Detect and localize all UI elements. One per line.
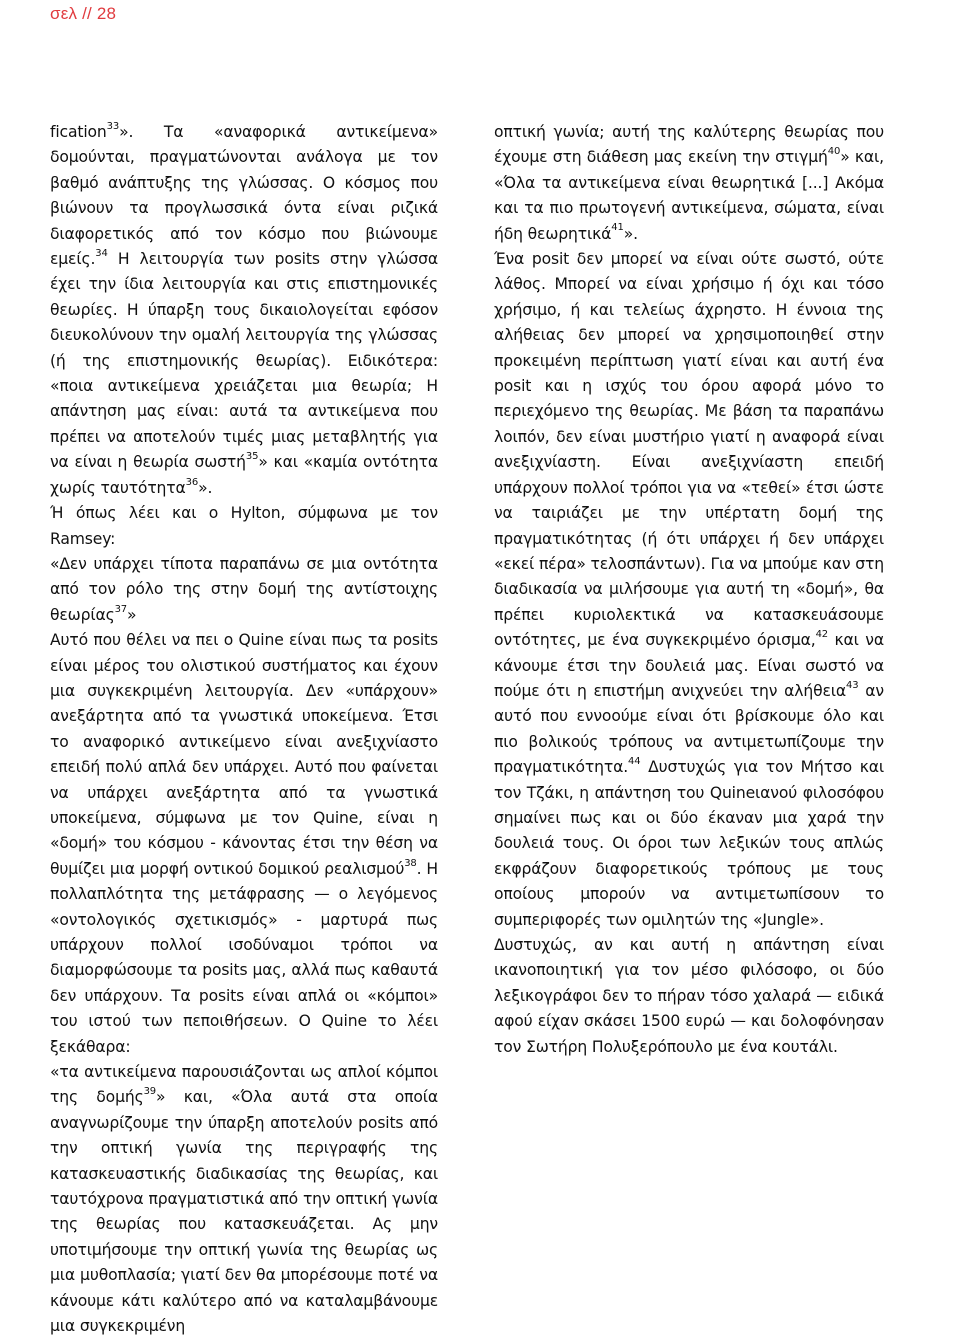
footnote-ref-34: 34: [95, 247, 108, 259]
footnote-ref-40: 40: [827, 146, 841, 158]
text-run: ».: [623, 224, 638, 243]
paragraph-hylton: Ή όπως λέει και ο Hylton, σύμφωνα με τον Ramsey:: [50, 504, 438, 548]
text-run: ». Τα «αναφορικά αντικείμενα» δομούνται, πραγματώνονται ανάλογα με τον βαθμό ανάπτυξης της γλώσσας. Ο κόσμος που βιώνουν τα προγλωσσικά όντα είναι ριζικά διαφορετικός από τον κόσμο που βιώνουμε εμείς.: [50, 123, 438, 269]
left-text-column: [50, 120, 438, 1340]
text-run: οπτική γωνία; αυτή της καλύτερης θεωρίας που έχουμε στη διάθεση μας εκείνη την στιγμή: [494, 123, 884, 167]
text-run: ».: [198, 478, 213, 497]
text-run: . Η πολλαπλότητα της μετάφρασης — ο λεγόμενος «οντολογικός σχετικισμός» - μαρτυρά πως υπάρχουν πολλοί ισοδύναμοι τρόποι να διαμορφώσουμε τα posits μας, αλλά πως καθαυτά δεν υπάρχουν. Τα posits είναι απλά οι «κόμποι» του ιστού των πεποιθήσεων. Ο Quine το λέει ξεκάθαρα:: [50, 859, 438, 1056]
text-run: «τα αντικείμενα παρουσιάζονται ως απλοί κόμποι της δομής: [50, 1063, 438, 1107]
text-run: »: [127, 605, 137, 624]
right-text-column: [494, 120, 884, 1060]
paragraph-quote-knots: [50, 1060, 438, 1339]
footnote-ref-33: 33: [106, 120, 120, 132]
page-number-label: σελ // 28: [50, 4, 117, 23]
footnote-ref-39: 39: [143, 1086, 157, 1098]
paragraph-posit-truth: [494, 247, 884, 933]
footnote-ref-41: 41: [611, 222, 624, 234]
paragraph-quote-continued: [494, 120, 884, 247]
paragraph-posits-function: [50, 120, 438, 501]
footnote-ref-42: 42: [815, 628, 828, 640]
footnote-ref-37: 37: [114, 603, 128, 615]
footnote-ref-44: 44: [628, 755, 641, 767]
text-run: «Δεν υπάρχει τίποτα παραπάνω σε μια οντότητα από τον ρόλο της στην δομή της αντίστοιχης θεωρίας: [50, 554, 438, 624]
text-run: Ένα posit δεν μπορεί να είναι ούτε σωστό, ούτε λάθος. Μπορεί να είναι χρήσιμο ή όχι και τόσο χρήσιμο, ή και τελείως άχρηστο. Η έννοια της αλήθειας δεν μπορεί να χρησιμοποιηθεί στην προκειμένη περίπτωση γιατί είναι και αυτή ένα posit και η ισχύς του όρου αφορά μόνο το περιεχόμενο της θεωρίας. Με βάση τα παραπάνω λοιπόν, δεν είναι μυστήριο γιατί η αναφορά είναι ανεξιχνίαστη. Είναι ανεξιχνίαστη επειδή υπάρχουν πολλοί τρόποι για να «τεθεί» έτσι ώστε να ταιριάζει με την υπέρτατη δομή της πραγματικότητας (ή ότι υπάρχει ή δεν υπάρχει «εκεί πέρα» τελοσπάντων). Για να μπούμε καν στη διαδικασία να μιλήσουμε για αυτή τη «δομή», θα πρέπει κυριολεκτικά να κατασκευάσουμε οντότητες, με ένα συγκεκριμένο όρισμα,: [494, 250, 884, 650]
text-run: αν αυτό που εννοούμε είναι ότι βρίσκουμε όλο και πιο βολικούς τρόπους να αντιμετωπίζουμε την πραγματικότητα.: [494, 681, 884, 777]
paragraph-quote-ramsey: [50, 552, 438, 628]
footnote-ref-38: 38: [404, 857, 417, 869]
paragraph-quine-structure: [50, 628, 438, 1060]
footnote-ref-35: 35: [245, 451, 259, 463]
text-run: Αυτό που θέλει να πει ο Quine είναι πως τα posits είναι μέρος του ολιστικού συστήματος και έχουν μια συγκεκριμένη λειτουργία. Δεν «υπάρχουν» ανεξάρτητα από τα γνωστικά υποκείμενα. Έτσι το αναφορικό αντικείμενο είναι ανεξιχνίαστο επειδή πολύ απλά δεν υπάρχει. Αυτό που φαίνεται να υπάρχει ανεξάρτητα από τα γνωστικά υποκείμενα, σύμφωνα με τον Quine, είναι η «δομή» του κόσμου - κάνοντας έτσι την θέση να θυμίζει μια μορφή οντικού δομικού ρεαλισμού: [50, 631, 438, 878]
footnote-ref-43: 43: [846, 679, 859, 691]
footnote-ref-36: 36: [185, 476, 199, 488]
text-run: Δυστυχώς για τον Μήτσο και τον Τζάκι, η απάντηση του Quineιανού φιλοσόφου σημαίνει πως και οι δύο έκαναν μια χαρά την δουλειά τους. Οι όροι των λεξικών τους απλώς εκφράζουν διαφορετικούς τρόπους με τους οποίους μπορούν να αντιμετωπίσουν το συμπεριφορές των ομιλητών της «Jungle».: [494, 758, 884, 929]
text-run: και να κάνουμε έτσι την δουλειά μας. Είναι σωστό να πούμε ότι η επιστήμη ανιχνεύει την αλήθεια: [494, 631, 885, 700]
text-run: » και, «Όλα τα αντικείμενα είναι θεωρητικά [...] Ακόμα και τα πιο πρωτογενή αντικείμενα, σώματα, είναι ήδη θεωρητικά: [494, 148, 884, 243]
text-run: » και, «Όλα αυτά στα οποία αναγνωρίζουμε την ύπαρξη αποτελούν posits από την οπτική γωνία της περιγραφής της κατασκευαστικής διαδικασίας της θεωρίας, και ταυτόχρονα πραγματιστικά από την οπτική γωνία της θεωρίας που κατασκευάζεται. Ας μην υποτιμήσουμε την οπτική γωνία της θεωρίας ως μια μυθοπλασία; γιατί δεν θα μπορέσουμε ποτέ να κάνουμε κάτι καλύτερο από να καταλαμβάνουμε μια συγκεκριμένη: [50, 1088, 438, 1336]
text-run: » και «καμία οντότητα χωρίς ταυτότητα: [50, 453, 438, 497]
text-run: fication: [50, 123, 107, 141]
text-run: Η λειτουργία των posits στην γλώσσα έχει την ίδια λειτουργία και στις επιστημονικές θεωρίες. Η ύπαρξη τους δικαιολογείται εφόσον διευκολύνουν την ομαλή λειτουργία της γλώσσας (ή της επιστημονικής θεωρίας). Ειδικότερα: «ποια αντικείμενα χρειάζεται μια θεωρία; Η απάντηση μας είναι: αυτά τα αντικείμενα που πρέπει να αποτελούν τιμές μιας μεταβλητής για να είναι η θεωρία σωστή: [50, 250, 438, 472]
paragraph-closing: Δυστυχώς, αν και αυτή η απάντηση είναι ικανοποιητική για τον μέσο φιλόσοφο, οι δύο λεξικογράφοι δεν το πήραν τόσο χαλαρά — ειδικά αφού είχαν σκάσει 1500 ευρώ — και δολοφόνησαν τον Σωτήρη Πολυξερόπουλο με ένα κουτάλι.: [494, 936, 884, 1056]
